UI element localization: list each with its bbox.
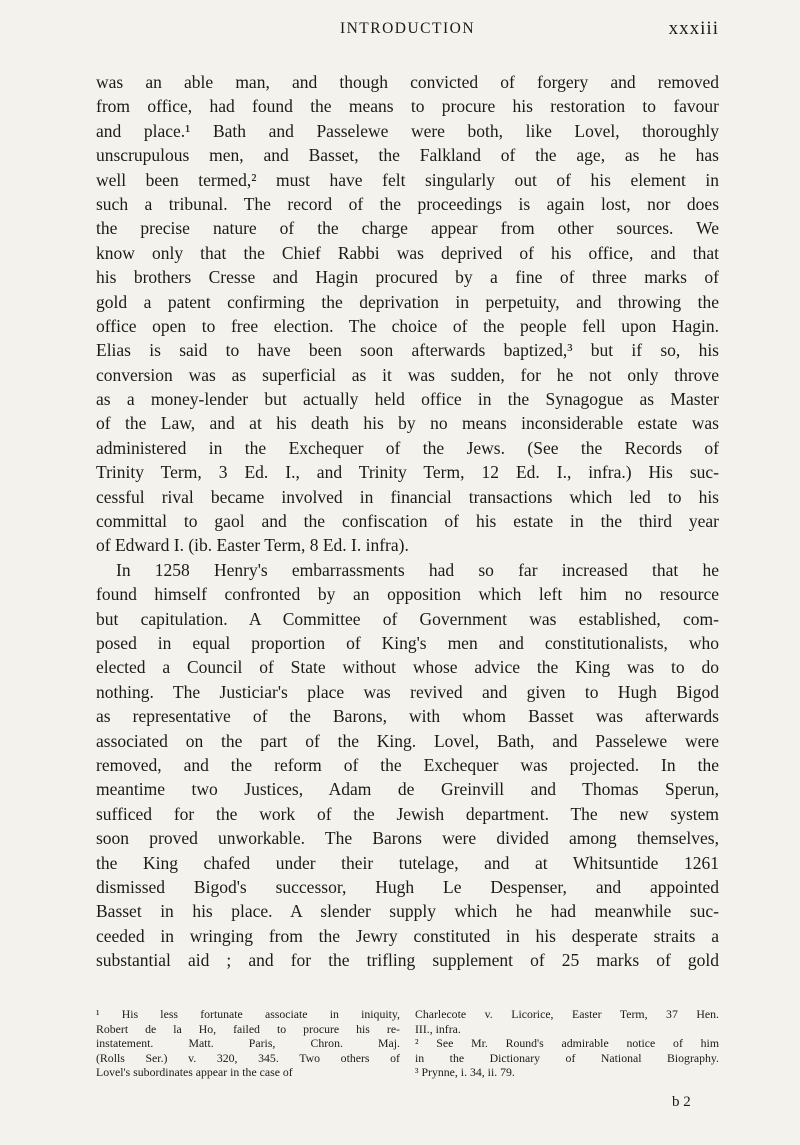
body-line: Elias is said to have been soon afterwards baptized,³ but if so, his	[96, 340, 719, 361]
footnotes-left-column	[96, 1007, 400, 1080]
footnote-line: (Rolls Ser.) v. 320, 345. Two others of	[96, 1050, 400, 1065]
body-line: removed, and the reform of the Exchequer was projected. In the	[96, 754, 719, 775]
body-line: administered in the Exchequer of the Jews. (See the Records of	[96, 437, 719, 458]
body-line: nothing. The Justiciar's place was revived and given to Hugh Bigod	[96, 681, 719, 702]
body-line: Trinity Term, 3 Ed. I., and Trinity Term, 12 Ed. I., infra.) His suc-	[96, 462, 719, 483]
body-line: sufficed for the work of the Jewish department. The new system	[96, 803, 719, 824]
running-title: INTRODUCTION	[339, 20, 476, 37]
footnotes-right-column	[415, 1007, 719, 1080]
footnote-line: ¹ His less fortunate associate in iniquity,	[96, 1007, 400, 1021]
body-line: the King chafed under their tutelage, and at Whitsuntide 1261	[96, 852, 719, 873]
body-line: associated on the part of the King. Lovel, Bath, and Passelewe were	[96, 730, 719, 751]
body-line: elected a Council of State without whose advice the King was to do	[96, 657, 719, 678]
body-line: know only that the Chief Rabbi was deprived of his office, and that	[96, 242, 719, 263]
footnote-line: Charlecote v. Licorice, Easter Term, 37 Hen.	[415, 1007, 719, 1021]
body-line: the precise nature of the charge appear from other sources. We	[96, 218, 719, 239]
body-text	[96, 70, 719, 972]
body-line: meantime two Justices, Adam de Greinvill and Thomas Sperun,	[96, 779, 719, 800]
body-line: but capitulation. A Committee of Government was established, com-	[96, 608, 719, 629]
body-line: soon proved unworkable. The Barons were divided among themselves,	[96, 828, 719, 849]
body-line: unscrupulous men, and Basset, the Falkland of the age, as he has	[96, 145, 719, 166]
body-line: cessful rival became involved in financial transactions which led to his	[96, 486, 719, 507]
footnote-line: ² See Mr. Round's admirable notice of him	[415, 1036, 719, 1050]
body-line: ceeded in wringing from the Jewry constituted in his desperate straits a	[96, 925, 719, 946]
body-line: dismissed Bigod's successor, Hugh Le Despenser, and appointed	[96, 876, 719, 897]
body-line: from office, had found the means to procure his restoration to favour	[96, 96, 719, 117]
page-number: xxxiii	[668, 18, 719, 39]
footnote-line: instatement. Matt. Paris, Chron. Maj.	[96, 1036, 400, 1050]
body-line: as a money-lender but actually held office in the Synagogue as Master	[96, 389, 719, 410]
body-line: committal to gaol and the confiscation of his estate in the third year	[96, 511, 719, 532]
footnote-line: Lovel's subordinates appear in the case of	[96, 1065, 293, 1079]
body-line: gold a patent confirming the deprivation in perpetuity, and throwing the	[96, 291, 719, 312]
body-line: posed in equal proportion of King's men and constitutionalists, who	[96, 632, 719, 653]
body-line: office open to free election. The choice of the people fell upon Hagin.	[96, 315, 719, 336]
footnote-line: ³ Prynne, i. 34, ii. 79.	[415, 1065, 515, 1079]
body-line: well been termed,² must have felt singularly out of his element in	[96, 169, 719, 190]
body-line: conversion was as superficial as it was sudden, for he not only throve	[96, 364, 719, 385]
page-header	[96, 14, 719, 42]
footnote-line: Robert de la Ho, failed to procure his re-	[96, 1021, 400, 1036]
body-line: such a tribunal. The record of the proceedings is again lost, nor does	[96, 193, 719, 214]
body-line: In 1258 Henry's embarrassments had so far increased that he	[116, 559, 719, 580]
body-line: Basset in his place. A slender supply which he had meanwhile suc-	[96, 901, 719, 922]
body-line: found himself confronted by an opposition which left him no resource	[96, 584, 719, 605]
footnotes	[96, 1007, 719, 1080]
body-line: substantial aid ; and for the trifling supplement of 25 marks of gold	[96, 950, 719, 971]
body-line: of Edward I. (ib. Easter Term, 8 Ed. I. infra).	[96, 535, 409, 556]
body-line: and place.¹ Bath and Passelewe were both, like Lovel, thoroughly	[96, 120, 719, 141]
footnote-line: in the Dictionary of National Biography.	[415, 1050, 719, 1065]
body-line: was an able man, and though convicted of forgery and removed	[96, 72, 719, 92]
body-line: as representative of the Barons, with whom Basset was afterwards	[96, 706, 719, 727]
signature-mark: b 2	[672, 1094, 691, 1110]
body-line: his brothers Cresse and Hagin procured by a fine of three marks of	[96, 267, 719, 288]
footnote-line: III., infra.	[415, 1021, 461, 1036]
body-line: of the Law, and at his death his by no means inconsiderable estate was	[96, 413, 719, 434]
